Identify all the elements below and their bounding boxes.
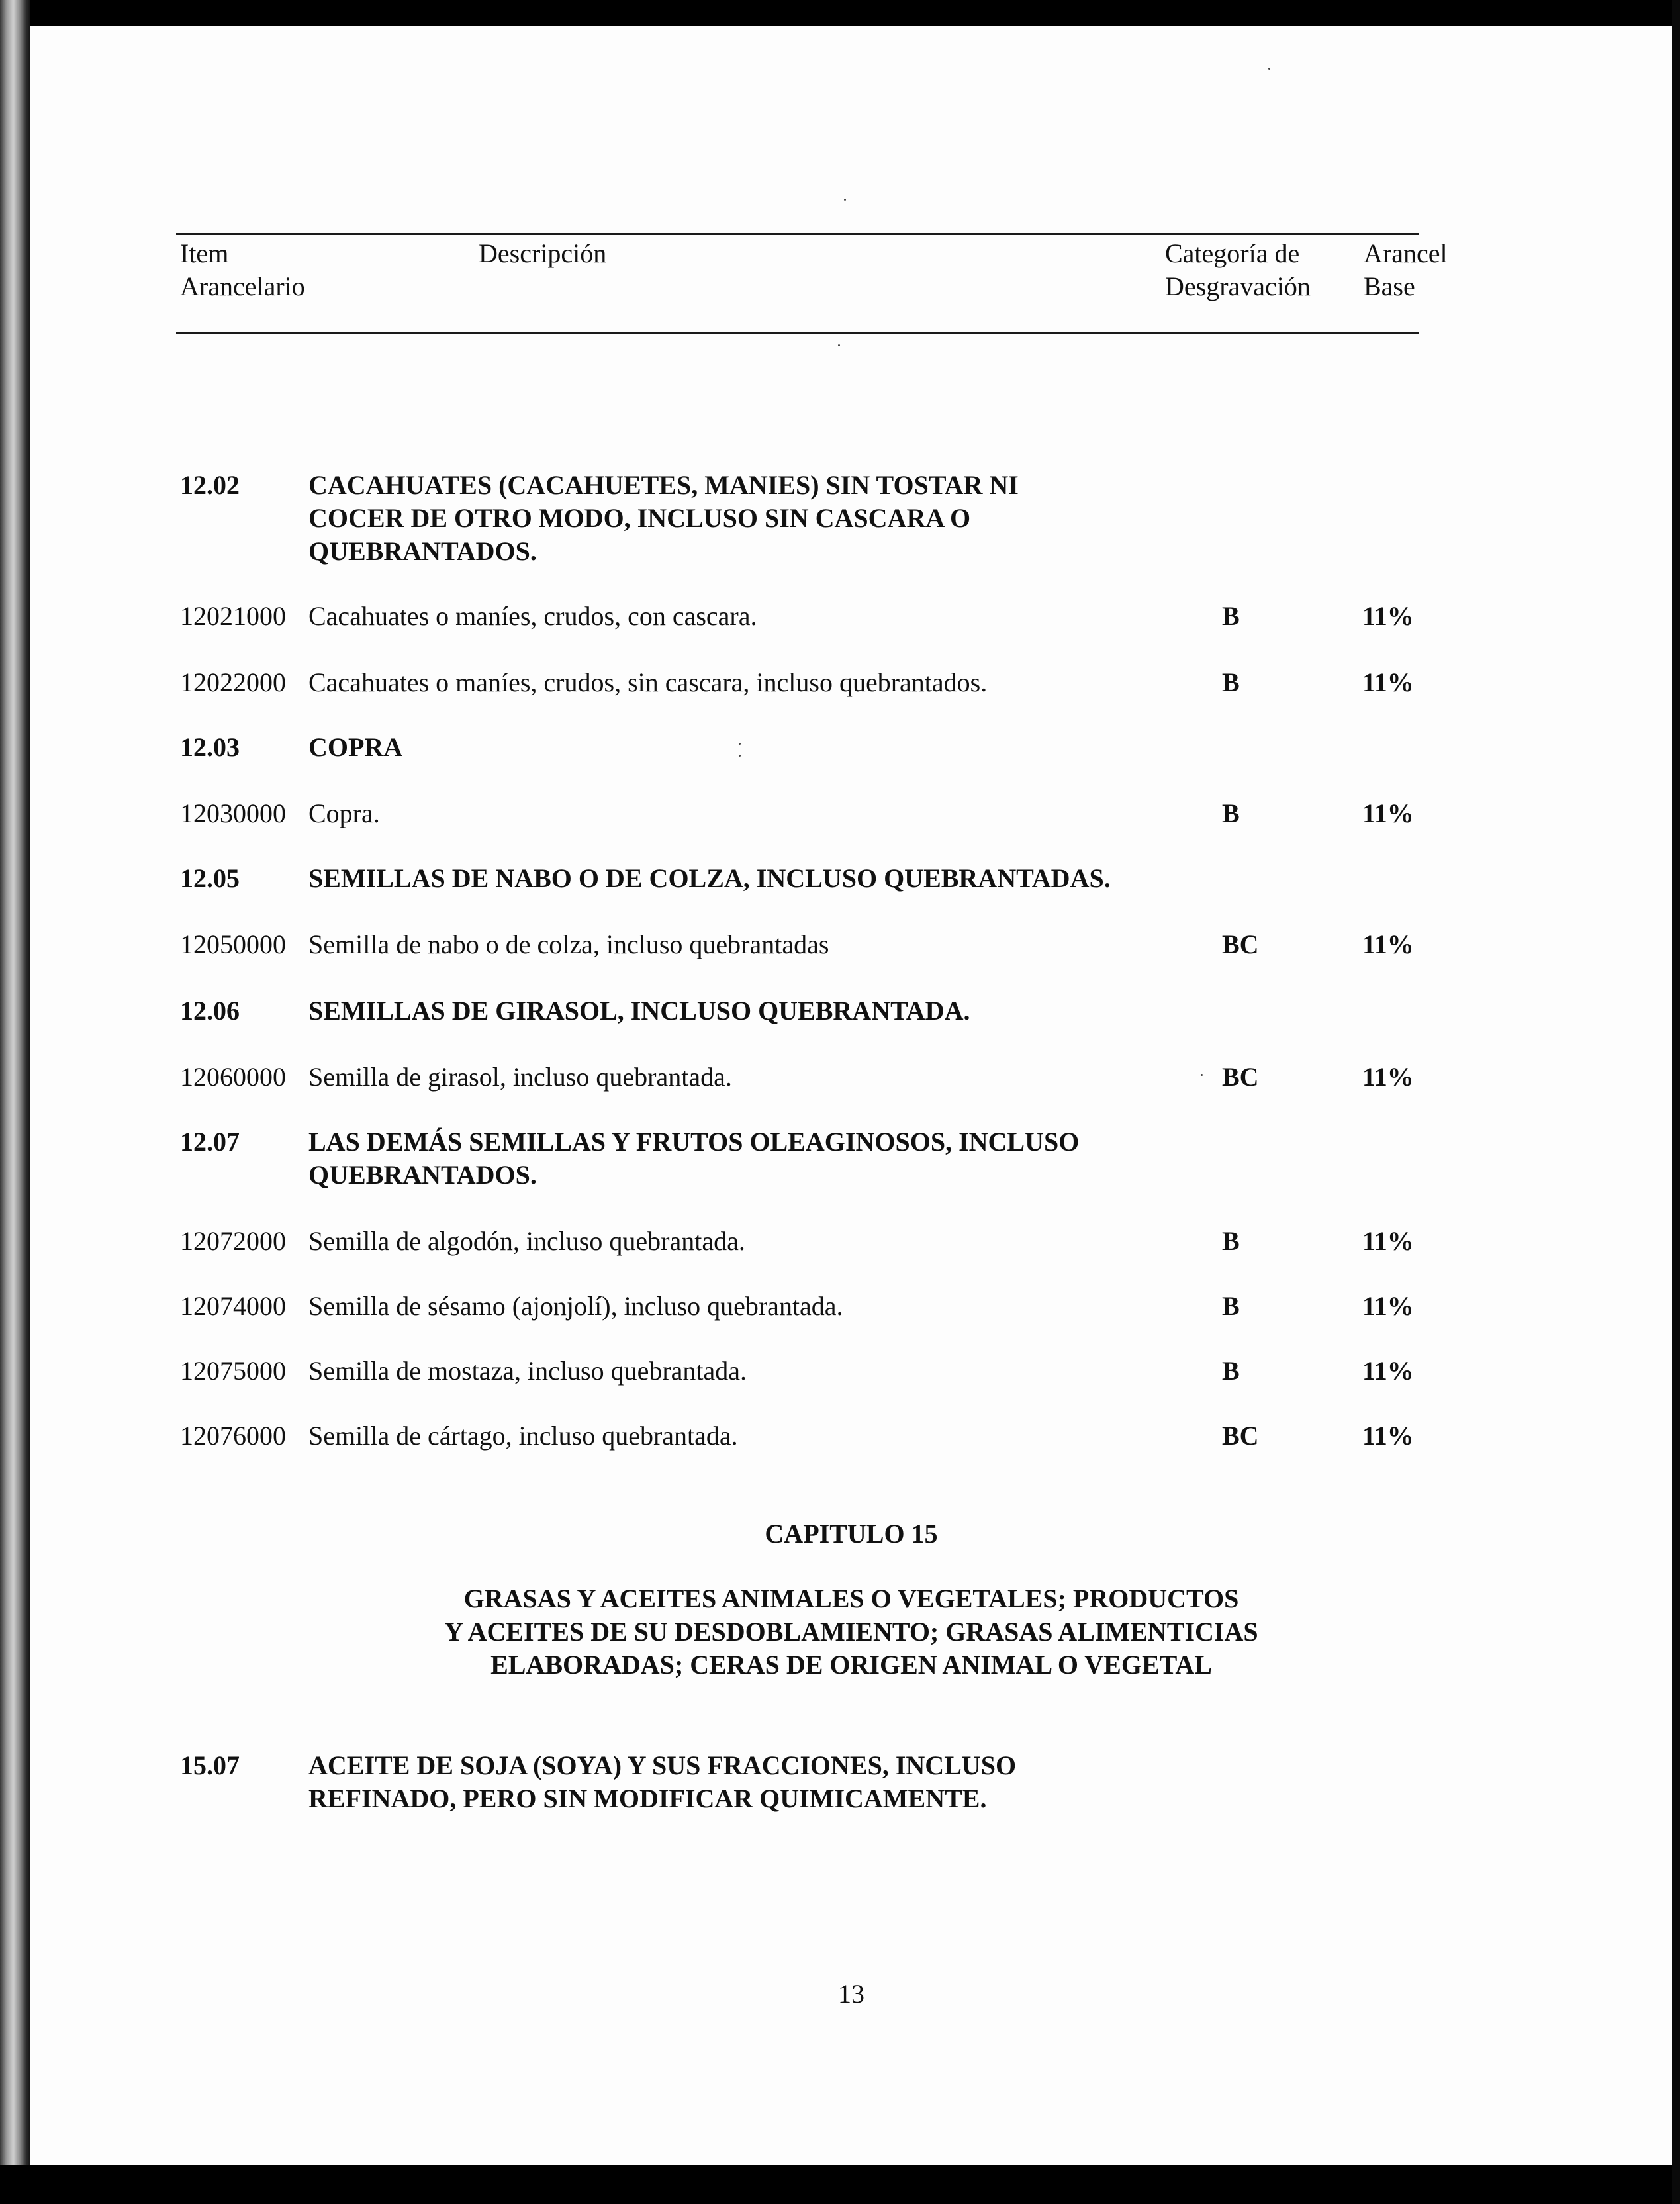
heading-code: 12.03: [180, 732, 240, 762]
item-code: 12022000: [180, 667, 286, 697]
heading-description-line1: ACEITE DE SOJA (SOYA) Y SUS FRACCIONES, INCLUSO: [308, 1750, 1017, 1780]
item-rate: 11%: [1362, 1062, 1414, 1092]
scan-speck: [838, 344, 840, 346]
heading-code: 15.07: [180, 1750, 240, 1780]
heading-description-line2: REFINADO, PERO SIN MODIFICAR QUIMICAMENTE.: [308, 1784, 987, 1813]
item-rate: 11%: [1362, 1421, 1414, 1451]
heading-description: SEMILLAS DE GIRASOL, INCLUSO QUEBRANTADA.: [308, 996, 970, 1026]
item-code: 12030000: [180, 798, 286, 828]
item-code: 12021000: [180, 601, 286, 631]
item-category: B: [1222, 601, 1240, 631]
item-category: BC: [1222, 1421, 1259, 1451]
item-rate: 11%: [1362, 601, 1414, 631]
item-rate: 11%: [1362, 798, 1414, 828]
item-code: 12074000: [180, 1291, 286, 1321]
item-code: 12072000: [180, 1226, 286, 1256]
scan-border-top: [0, 0, 1680, 26]
page-number: 13: [838, 1979, 864, 2009]
heading-description: CACAHUATES (CACAHUETES, MANIES) SIN TOSTAR NI COCER DE OTRO MODO, INCLUSO SIN CASCARA O QUEBRANTADOS.: [308, 470, 1019, 566]
col-rate-header: [1364, 237, 1448, 303]
item-category: B: [1222, 1356, 1240, 1386]
scan-speck: [739, 755, 741, 757]
item-category: BC: [1222, 930, 1259, 959]
heading-description: SEMILLAS DE NABO O DE COLZA, INCLUSO QUEBRANTADAS.: [308, 863, 1111, 893]
item-description: Cacahuates o maníes, crudos, con cascara.: [308, 601, 757, 631]
heading-code: 12.07: [180, 1127, 240, 1157]
item-code: 12075000: [180, 1356, 286, 1386]
item-category: B: [1222, 798, 1240, 828]
chapter-title: CAPITULO 15: [765, 1519, 938, 1549]
scan-border-bottom: [0, 2165, 1680, 2204]
document-page: [30, 26, 1672, 2165]
scan-border-left: [0, 0, 30, 2204]
heading-description: LAS DEMÁS SEMILLAS Y FRUTOS OLEAGINOSOS, INCLUSO QUEBRANTADOS.: [308, 1127, 1080, 1190]
item-description: Cacahuates o maníes, crudos, sin cascara, incluso quebrantados.: [308, 667, 988, 697]
scan-speck: [1268, 68, 1270, 70]
col-item-header: [180, 237, 305, 303]
item-description: Semilla de girasol, incluso quebrantada.: [308, 1062, 732, 1092]
item-category: B: [1222, 667, 1240, 697]
item-category: B: [1222, 1291, 1240, 1321]
scan-speck: [1201, 1074, 1203, 1076]
item-code: 12076000: [180, 1421, 286, 1451]
item-rate: 11%: [1362, 1356, 1414, 1386]
col-desc-header: Descripción: [479, 238, 607, 268]
item-description: Semilla de sésamo (ajonjolí), incluso quebrantada.: [308, 1291, 843, 1321]
item-rate: 11%: [1362, 1291, 1414, 1321]
heading-description: COPRA: [308, 732, 403, 762]
chapter-subtitle-line1: GRASAS Y ACEITES ANIMALES O VEGETALES; PRODUCTOS: [463, 1584, 1239, 1613]
chapter-subtitle-line2: Y ACEITES DE SU DESDOBLAMIENTO; GRASAS ALIMENTICIAS: [444, 1617, 1258, 1647]
heading-code: 12.02: [180, 470, 240, 500]
col-item-header-line2: Arancelario: [180, 271, 305, 301]
heading-code: 12.05: [180, 863, 240, 893]
item-rate: 11%: [1362, 930, 1414, 959]
header-rule-bottom: [176, 332, 1419, 334]
item-description: Semilla de cártago, incluso quebrantada.: [308, 1421, 738, 1451]
col-rate-header-line1: Arancel: [1364, 238, 1448, 268]
item-category: BC: [1222, 1062, 1259, 1092]
col-item-header-line1: Item: [180, 238, 229, 268]
col-rate-header-line2: Base: [1364, 271, 1415, 301]
col-cat-header-line2: Desgravación: [1165, 271, 1311, 301]
heading-code: 12.06: [180, 996, 240, 1026]
scan-speck: [739, 743, 741, 745]
item-description: Semilla de nabo o de colza, incluso quebrantadas: [308, 930, 829, 959]
item-description: Copra.: [308, 798, 380, 828]
item-description: Semilla de algodón, incluso quebrantada.: [308, 1226, 745, 1256]
item-code: 12060000: [180, 1062, 286, 1092]
item-description: Semilla de mostaza, incluso quebrantada.: [308, 1356, 747, 1386]
chapter-subtitle-line3: ELABORADAS; CERAS DE ORIGEN ANIMAL O VEGETAL: [490, 1650, 1212, 1680]
scan-speck: [844, 199, 846, 201]
col-cat-header: [1165, 237, 1311, 303]
scan-border-right: [1672, 0, 1680, 2204]
header-rule-top: [176, 233, 1419, 235]
item-code: 12050000: [180, 930, 286, 959]
item-category: B: [1222, 1226, 1240, 1256]
item-rate: 11%: [1362, 667, 1414, 697]
item-rate: 11%: [1362, 1226, 1414, 1256]
col-cat-header-line1: Categoría de: [1165, 238, 1300, 268]
